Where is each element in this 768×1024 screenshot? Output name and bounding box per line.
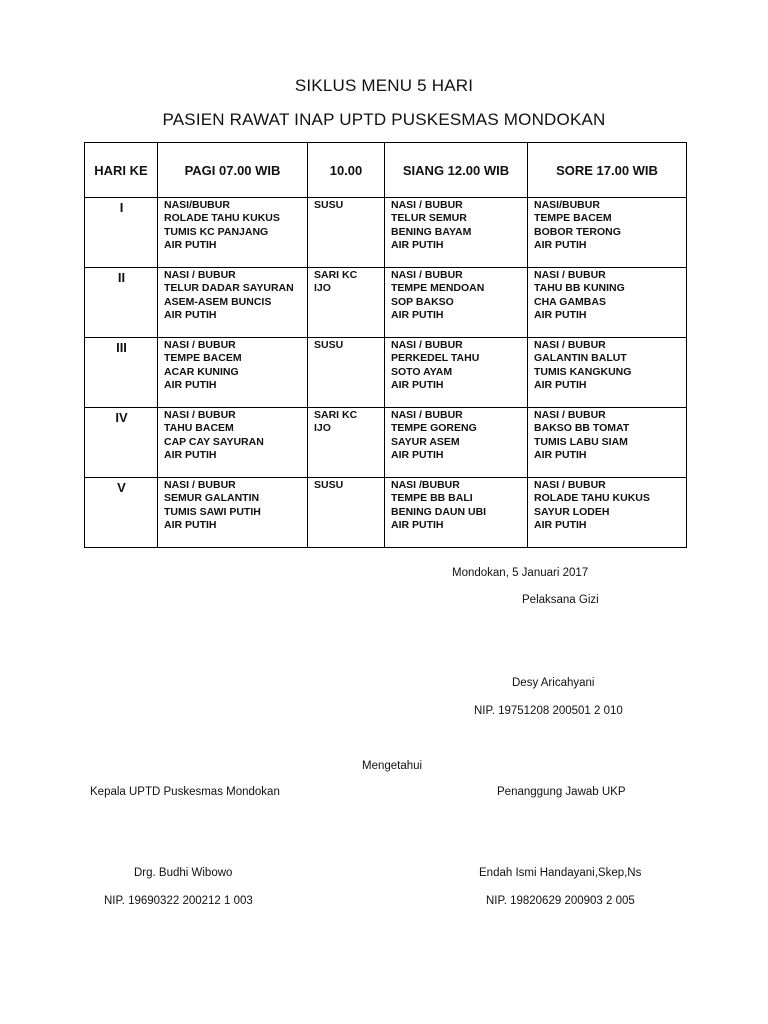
menu-item: NASI /BUBUR: [391, 479, 460, 491]
menu-table: [84, 142, 687, 548]
menu-item: PERKEDEL TAHU: [391, 352, 480, 365]
menu-item: BENING DAUN UBI: [391, 505, 487, 518]
snack-cell: [308, 198, 385, 268]
snack-cell: [308, 338, 385, 408]
ukp-role: Penanggung Jawab UKP: [497, 786, 626, 798]
pagi-cell: [158, 408, 308, 478]
menu-item: BENING BAYAM: [391, 225, 472, 238]
menu-item: NASI / BUBUR: [391, 339, 463, 351]
siang-cell: [385, 408, 528, 478]
menu-item: AIR PUTIH: [534, 239, 587, 252]
nutrition-officer-role: Pelaksana Gizi: [522, 594, 599, 606]
menu-item: GALANTIN BALUT: [534, 352, 627, 365]
menu-item: SAYUR ASEM: [391, 435, 460, 448]
menu-item: AIR PUTIH: [164, 379, 217, 392]
day-cell: I: [85, 198, 158, 268]
menu-item: AIR PUTIH: [534, 379, 587, 392]
menu-item: IJO: [314, 282, 331, 295]
menu-item: NASI / BUBUR: [391, 199, 463, 211]
menu-item: TELUR DADAR SAYURAN: [164, 282, 294, 295]
header-snack: 10.00: [308, 143, 385, 198]
ukp-name: Endah Ismi Handayani,Skep,Ns: [479, 867, 642, 879]
document-subtitle: PASIEN RAWAT INAP UPTD PUSKESMAS MONDOKAN: [162, 110, 606, 129]
menu-item: TUMIS KC PANJANG: [164, 225, 269, 238]
menu-item: TEMPE GORENG: [391, 422, 477, 435]
menu-item: SARI KC: [314, 409, 358, 421]
snack-cell: [308, 268, 385, 338]
menu-item: AIR PUTIH: [534, 519, 587, 532]
menu-item: TAHU BACEM: [164, 422, 234, 435]
menu-item: NASI / BUBUR: [164, 409, 236, 421]
menu-item: AIR PUTIH: [391, 379, 444, 392]
menu-item: SAYUR LODEH: [534, 505, 610, 518]
header-pagi: PAGI 07.00 WIB: [158, 143, 308, 198]
siang-cell: [385, 338, 528, 408]
menu-item: NASI / BUBUR: [391, 269, 463, 281]
menu-item: TUMIS SAWI PUTIH: [164, 505, 261, 518]
day-cell: III: [85, 338, 158, 408]
menu-item: TEMPE BACEM: [164, 352, 242, 365]
menu-item: NASI / BUBUR: [164, 479, 236, 491]
sore-cell: [528, 408, 687, 478]
pagi-cell: [158, 338, 308, 408]
nutrition-officer-name: Desy Aricahyani: [512, 677, 595, 689]
menu-item: AIR PUTIH: [391, 239, 444, 252]
menu-item: TAHU BB KUNING: [534, 282, 625, 295]
menu-item: NASI / BUBUR: [391, 409, 463, 421]
menu-item: AIR PUTIH: [391, 519, 444, 532]
snack-cell: [308, 408, 385, 478]
day-cell: IV: [85, 408, 158, 478]
menu-item: SEMUR GALANTIN: [164, 492, 260, 505]
siang-cell: [385, 268, 528, 338]
menu-item: TEMPE BACEM: [534, 212, 612, 225]
menu-item: AIR PUTIH: [164, 449, 217, 462]
head-nip: NIP. 19690322 200212 1 003: [104, 895, 253, 907]
menu-item: BAKSO BB TOMAT: [534, 422, 630, 435]
nutrition-officer-nip: NIP. 19751208 200501 2 010: [474, 705, 623, 717]
head-role: Kepala UPTD Puskesmas Mondokan: [90, 786, 280, 798]
menu-item: IJO: [314, 422, 331, 435]
menu-item: TEMPE BB BALI: [391, 492, 473, 505]
menu-item: AIR PUTIH: [164, 239, 217, 252]
document-title: SIKLUS MENU 5 HARI: [294, 76, 474, 95]
sore-cell: [528, 478, 687, 548]
menu-item: NASI / BUBUR: [164, 339, 236, 351]
siang-cell: [385, 478, 528, 548]
menu-item: ACAR KUNING: [164, 365, 239, 378]
menu-item: AIR PUTIH: [164, 309, 217, 322]
menu-item: TUMIS KANGKUNG: [534, 365, 632, 378]
menu-item: NASI/BUBUR: [534, 199, 600, 211]
menu-item: TELUR SEMUR: [391, 212, 467, 225]
table-row: [85, 478, 687, 548]
header-hari-ke: HARI KE: [85, 143, 158, 198]
menu-item: AIR PUTIH: [391, 309, 444, 322]
menu-item: NASI / BUBUR: [534, 409, 606, 421]
pagi-cell: [158, 198, 308, 268]
table-header-row: [85, 143, 687, 198]
menu-item: BOBOR TERONG: [534, 225, 621, 238]
menu-item: ROLADE TAHU KUKUS: [164, 212, 280, 225]
place-date: Mondokan, 5 Januari 2017: [452, 567, 589, 579]
menu-item: AIR PUTIH: [391, 449, 444, 462]
menu-item: SUSU: [314, 339, 344, 351]
menu-item: NASI / BUBUR: [164, 269, 236, 281]
table-row: [85, 268, 687, 338]
menu-item: SUSU: [314, 479, 344, 491]
menu-item: NASI / BUBUR: [534, 269, 606, 281]
siang-cell: [385, 198, 528, 268]
pagi-cell: [158, 478, 308, 548]
menu-item: AIR PUTIH: [534, 449, 587, 462]
menu-item: SOP BAKSO: [391, 295, 454, 308]
menu-item: NASI / BUBUR: [534, 479, 606, 491]
menu-item: SARI KC: [314, 269, 358, 281]
acknowledged-label: Mengetahui: [362, 760, 423, 772]
table-row: [85, 408, 687, 478]
menu-item: TUMIS LABU SIAM: [534, 435, 628, 448]
menu-item: SUSU: [314, 199, 344, 211]
head-name: Drg. Budhi Wibowo: [134, 867, 233, 879]
day-cell: V: [85, 478, 158, 548]
table-row: [85, 338, 687, 408]
table-row: [85, 198, 687, 268]
menu-item: AIR PUTIH: [534, 309, 587, 322]
menu-item: CHA GAMBAS: [534, 295, 606, 308]
sore-cell: [528, 268, 687, 338]
menu-item: NASI/BUBUR: [164, 199, 230, 211]
menu-item: NASI / BUBUR: [534, 339, 606, 351]
menu-item: TEMPE MENDOAN: [391, 282, 485, 295]
day-cell: II: [85, 268, 158, 338]
menu-item: CAP CAY SAYURAN: [164, 435, 264, 448]
snack-cell: [308, 478, 385, 548]
menu-item: AIR PUTIH: [164, 519, 217, 532]
menu-item: SOTO AYAM: [391, 365, 453, 378]
pagi-cell: [158, 268, 308, 338]
sore-cell: [528, 198, 687, 268]
header-siang: SIANG 12.00 WIB: [385, 143, 528, 198]
menu-item: ASEM-ASEM BUNCIS: [164, 295, 272, 308]
header-sore: SORE 17.00 WIB: [528, 143, 687, 198]
sore-cell: [528, 338, 687, 408]
menu-item: ROLADE TAHU KUKUS: [534, 492, 650, 505]
ukp-nip: NIP. 19820629 200903 2 005: [486, 895, 635, 907]
